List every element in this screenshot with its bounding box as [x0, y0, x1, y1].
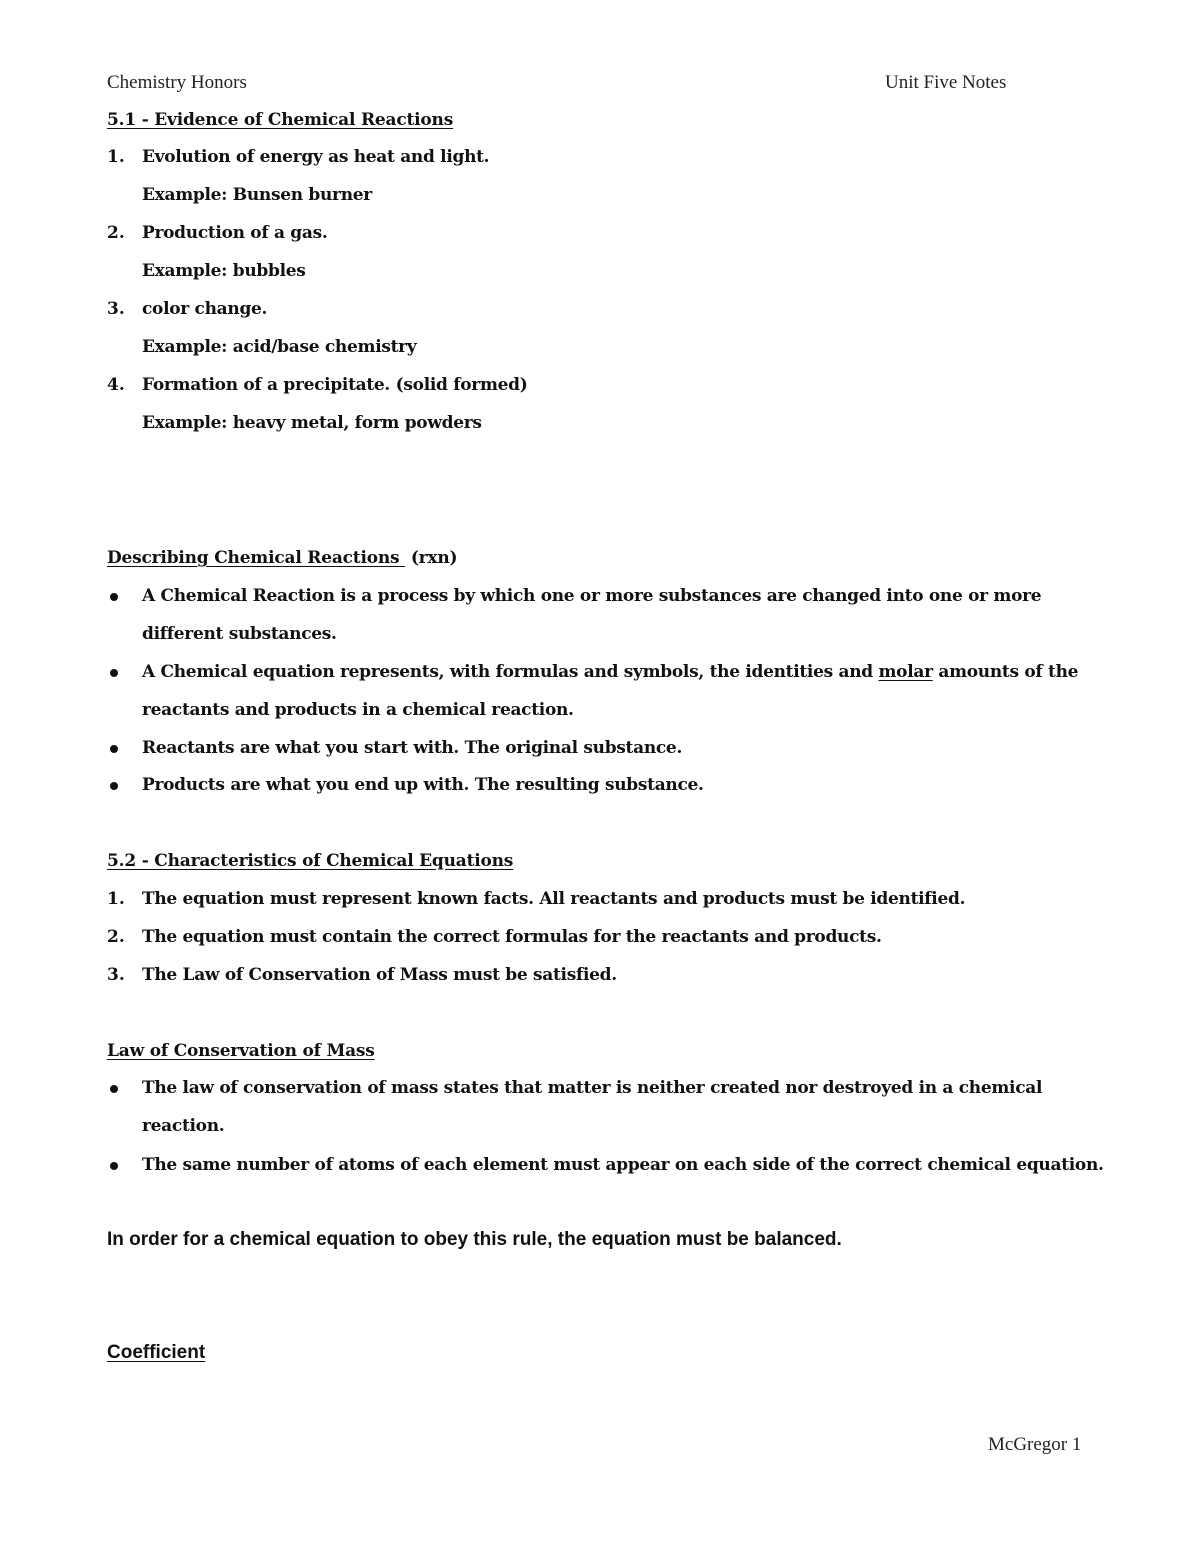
list-item-continued: different substances.: [142, 624, 337, 644]
describing-heading-title: Describing Chemical Reactions: [107, 548, 400, 568]
list-item-continued: reaction.: [142, 1116, 225, 1136]
list-item: Reactants are what you start with. The original substance.: [142, 738, 683, 758]
list-number: 3.: [107, 299, 125, 319]
list-item: The equation must represent known facts. All reactants and products must be identified.: [142, 889, 966, 909]
list-item-example: Example: acid/base chemistry: [142, 337, 417, 357]
list-number: 2.: [107, 927, 125, 947]
bullet-icon: [110, 1085, 118, 1093]
list-item-example: Example: Bunsen burner: [142, 185, 372, 205]
list-item: A Chemical Reaction is a process by which one or more substances are changed into one or more: [142, 586, 1042, 606]
coefficient-heading: Coefficient: [107, 1342, 206, 1363]
list-item: Formation of a precipitate. (solid formed): [142, 375, 528, 395]
bullet-icon: [110, 1162, 118, 1170]
list-item: The equation must contain the correct formulas for the reactants and products.: [142, 927, 882, 947]
list-item-continued: reactants and products in a chemical reaction.: [142, 700, 574, 720]
describing-heading-suffix: (rxn): [410, 548, 458, 568]
rule-statement: In order for a chemical equation to obey this rule, the equation must be balanced.: [107, 1229, 842, 1250]
list-number: 1.: [107, 147, 125, 167]
list-number: 1.: [107, 889, 125, 909]
bullet-icon: [110, 669, 118, 677]
list-item-example: Example: bubbles: [142, 261, 306, 281]
describing-heading: [107, 548, 457, 568]
list-item: color change.: [142, 299, 268, 319]
header-unit: Unit Five Notes: [885, 72, 1007, 93]
list-item: A Chemical equation represents, with formulas and symbols, the identities and molar amounts of the: [142, 662, 1079, 682]
header-course: Chemistry Honors: [107, 72, 247, 93]
list-item: The law of conservation of mass states that matter is neither created nor destroyed in a chemical: [142, 1078, 1043, 1098]
molar-underlined: molar: [878, 662, 933, 682]
law-heading: Law of Conservation of Mass: [107, 1041, 375, 1061]
bullet-icon: [110, 745, 118, 753]
list-number: 3.: [107, 965, 125, 985]
page-footer: McGregor 1: [988, 1434, 1082, 1455]
list-number: 2.: [107, 223, 125, 243]
list-item: Products are what you end up with. The resulting substance.: [142, 775, 704, 795]
list-item: The Law of Conservation of Mass must be satisfied.: [142, 965, 617, 985]
list-item: Production of a gas.: [142, 223, 328, 243]
bullet-icon: [110, 782, 118, 790]
section-5-1-heading: 5.1 - Evidence of Chemical Reactions: [107, 110, 454, 130]
list-item: The same number of atoms of each element must appear on each side of the correct chemical equation.: [142, 1155, 1104, 1175]
list-number: 4.: [107, 375, 125, 395]
list-item: Evolution of energy as heat and light.: [142, 147, 490, 167]
list-item-example: Example: heavy metal, form powders: [142, 413, 482, 433]
section-5-2-heading: 5.2 - Characteristics of Chemical Equations: [107, 851, 514, 871]
bullet-icon: [110, 593, 118, 601]
